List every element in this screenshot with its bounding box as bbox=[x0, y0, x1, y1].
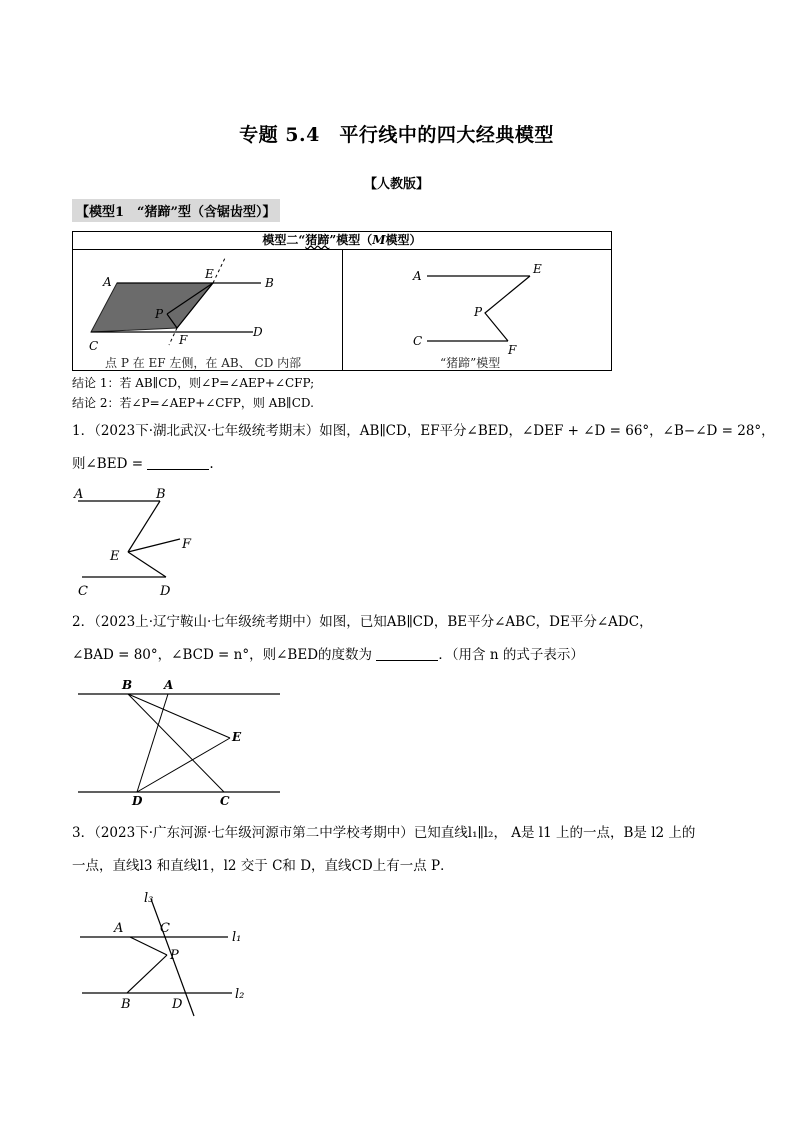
label-l1: l₁ bbox=[232, 930, 242, 945]
label-c: C bbox=[220, 794, 230, 808]
label-p: P bbox=[474, 305, 483, 319]
segment-ad bbox=[137, 694, 168, 792]
question-2-text: 2．（2023上·辽宁鞍山·七年级统考期中）如图，已知AB∥CD，BE平分∠ABC，DE平分∠ADC， bbox=[72, 614, 653, 630]
label-d: D bbox=[132, 794, 143, 808]
zigzag-epf bbox=[485, 276, 530, 341]
segment-bc bbox=[128, 694, 224, 792]
label-l2: l₂ bbox=[235, 987, 245, 1002]
question-1-answer-line: 则∠BED = . bbox=[72, 456, 214, 472]
label-c: C bbox=[89, 339, 99, 353]
label-e: E bbox=[232, 730, 242, 744]
model-right-figure bbox=[343, 250, 611, 355]
model-left-figure bbox=[73, 250, 342, 355]
question-1-text: 1．（2023下·湖北武汉·七年级统考期末）如图，AB∥CD，EF平分∠BED，∠DEF + ∠D = 66°，∠B−∠D = 28°， bbox=[72, 423, 775, 439]
segment-ed bbox=[128, 552, 166, 577]
label-b: B bbox=[122, 678, 133, 692]
label-a: A bbox=[103, 275, 112, 289]
segment-pb bbox=[127, 955, 167, 993]
segment-ef bbox=[128, 539, 180, 552]
label-p: P bbox=[155, 307, 164, 321]
label-c: C bbox=[413, 334, 423, 348]
label-e: E bbox=[110, 549, 120, 564]
segment-be bbox=[128, 694, 230, 738]
label-b: B bbox=[265, 276, 274, 290]
model-box bbox=[72, 231, 612, 371]
label-p: P bbox=[170, 948, 179, 963]
question-2-answer-line: ∠BAD = 80°，∠BCD = n°，则∠BED的度数为 ．（用含 n 的式子表示） bbox=[72, 647, 584, 663]
label-a: A bbox=[413, 269, 422, 283]
conclusion-1: 结论 1：若 AB∥CD，则∠P=∠AEP+∠CFP; bbox=[72, 376, 315, 390]
left-caption: 点 P 在 EF 左侧，在 AB、 CD 内部 bbox=[105, 356, 302, 370]
ef-extension-bottom bbox=[169, 328, 177, 345]
question-1-figure bbox=[68, 484, 218, 600]
conclusion-2: 结论 2：若∠P=∠AEP+∠CFP，则 AB∥CD. bbox=[72, 396, 314, 410]
label-f: F bbox=[182, 537, 192, 552]
edition-label: 【人教版】 bbox=[363, 177, 429, 192]
label-d: D bbox=[253, 325, 263, 339]
label-l3: l₃ bbox=[144, 891, 154, 906]
label-c: C bbox=[160, 921, 170, 936]
label-f: F bbox=[508, 343, 517, 355]
segment-be bbox=[128, 501, 160, 552]
label-d: D bbox=[160, 584, 171, 599]
question-3-text: 3．（2023下·广东河源·七年级河源市第二中学校考期中）已知直线l₁∥l₂， A是 l1 上的一点，B是 l2 上的 bbox=[72, 825, 696, 841]
label-b: B bbox=[156, 487, 166, 502]
shaded-region bbox=[91, 283, 213, 332]
answer-blank[interactable] bbox=[376, 648, 438, 661]
label-c: C bbox=[78, 584, 88, 599]
label-e: E bbox=[205, 267, 214, 281]
answer-blank[interactable] bbox=[147, 457, 209, 470]
right-caption: “猪蹄”模型 bbox=[440, 356, 501, 370]
page-title: 专题 5.4 平行线中的四大经典模型 bbox=[239, 124, 554, 146]
ef-extension-top bbox=[213, 258, 225, 283]
question-2-figure bbox=[72, 674, 287, 810]
question-3-figure bbox=[74, 886, 254, 1021]
label-d: D bbox=[172, 997, 183, 1012]
segment-ap bbox=[130, 937, 167, 955]
label-a: A bbox=[74, 487, 84, 502]
label-a: A bbox=[114, 921, 124, 936]
label-b: B bbox=[121, 997, 131, 1012]
header-letter: M bbox=[372, 233, 386, 247]
header-wavy-word: 猪蹄 bbox=[305, 233, 330, 247]
model-box-header: 模型二“猪蹄”模型（M模型） bbox=[73, 232, 611, 250]
label-e: E bbox=[533, 262, 542, 276]
section-heading: 【模型1 “猪蹄”型（含锯齿型）】 bbox=[72, 199, 280, 222]
question-3-text-line-2: 一点，直线l3 和直线l1，l2 交于 C和 D，直线CD上有一点 P． bbox=[72, 858, 454, 874]
label-a: A bbox=[164, 678, 174, 692]
label-f: F bbox=[179, 333, 188, 347]
